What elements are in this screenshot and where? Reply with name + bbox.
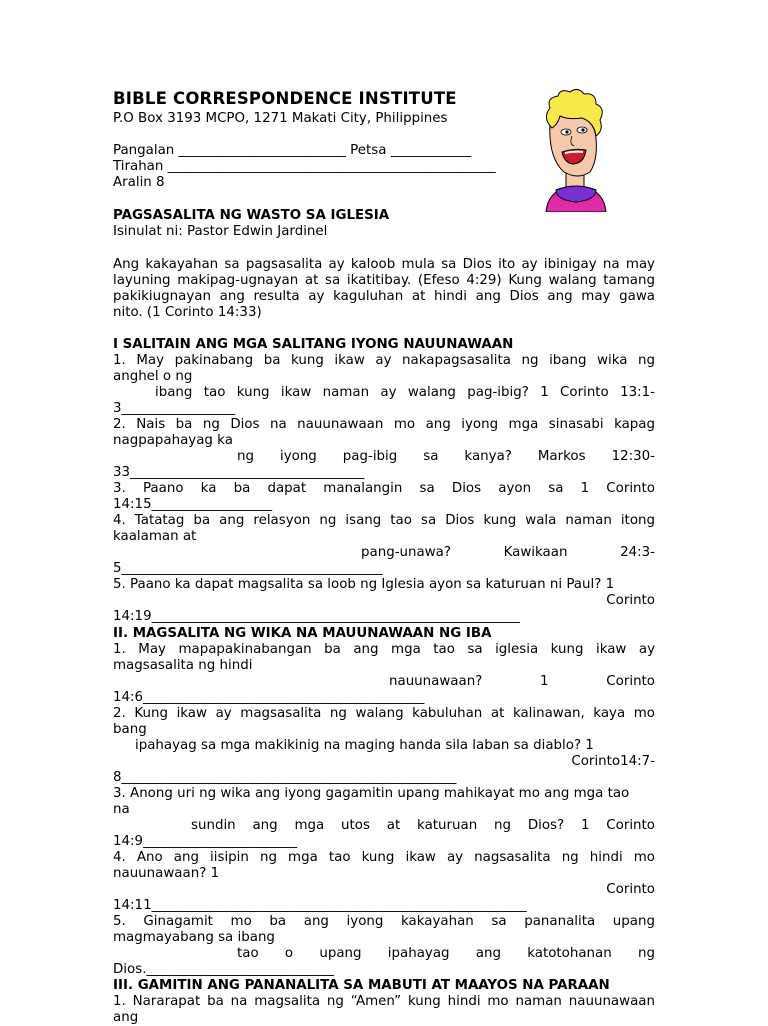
- section-1-heading: I SALITAIN ANG MGA SALITANG IYONG NAUUNAWAAN: [113, 337, 514, 352]
- question-1-4-cont2: pang-unawa? Kawikaan 24:3-: [361, 545, 655, 560]
- question-2-4-cont: nauunawaan? 1: [113, 866, 220, 881]
- address-line: Tirahan _________________________________________________: [113, 159, 496, 174]
- question-1-5: 5. Paano ka dapat magsalita sa loob ng Iglesia ayon sa katuruan ni Paul? 1: [113, 577, 615, 592]
- question-3-1: 1. Nararapat ba na magsalita ng “Amen” kung hindi mo naman nauunawaan: [113, 994, 655, 1009]
- answer-line-1-1[interactable]: 3_________________: [113, 401, 236, 416]
- woman-clipart: [538, 88, 608, 212]
- answer-line-1-5[interactable]: 14:19_______________________________________________________: [113, 609, 520, 624]
- lesson-number: Aralin 8: [113, 175, 165, 190]
- question-1-2-cont2: ng iyong pag-ibig sa kanya? Markos 12:30-: [237, 449, 655, 464]
- question-1-4-cont: kaalaman at: [113, 529, 197, 544]
- question-3-1-cont: ang: [113, 1010, 139, 1025]
- intro-line-3: pakikiugnayan ang resulta ay kaguluhan at hindi ang Dios ang may gawa: [113, 289, 655, 304]
- question-2-2-cont3: Corinto14:7-: [571, 754, 655, 769]
- question-2-3-cont2: sundin ang mga utos at katuruan ng Dios? 1 Corinto: [191, 818, 655, 833]
- question-1-5-cont: Corinto: [606, 593, 655, 608]
- question-2-3-cont: na: [113, 802, 130, 817]
- answer-line-2-2[interactable]: 8__________________________________________________: [113, 770, 457, 785]
- question-2-2-cont: bang: [113, 722, 147, 737]
- question-2-2-cont2: ipahayag sa mga makikinig na maging handa sila laban sa diablo? 1: [135, 738, 594, 753]
- question-1-1-cont2: ibang tao kung ikaw naman ay walang pag-ibig? 1 Corinto 13:1-: [155, 385, 655, 400]
- question-2-1: 1. May mapapakinabangan ba ang mga tao sa iglesia kung ikaw ay: [113, 642, 655, 657]
- answer-line-1-2[interactable]: 33___________________________________: [113, 465, 365, 480]
- lesson-title: PAGSASALITA NG WASTO SA IGLESIA: [113, 208, 390, 223]
- answer-line-1-3[interactable]: 14:15__________________: [113, 497, 273, 512]
- intro-line-1: Ang kakayahan sa pagsasalita ay kaloob mula sa Dios ito ay ibinigay na may: [113, 257, 655, 272]
- question-1-2: 2. Nais ba ng Dios na nauunawaan mo ang iyong mga sinasabi kapag: [113, 417, 655, 432]
- question-2-1-cont2: nauunawaan? 1 Corinto: [389, 674, 655, 689]
- answer-line-2-3[interactable]: 14:9_______________________: [113, 834, 298, 849]
- lesson-author: Isinulat ni: Pastor Edwin Jardinel: [113, 224, 328, 239]
- question-2-5-cont: magmayabang sa ibang: [113, 930, 275, 945]
- name-date-line: Pangalan _________________________ Petsa ____________: [113, 143, 472, 158]
- intro-line-4: nito. (1 Corinto 14:33): [113, 305, 262, 320]
- answer-line-2-4[interactable]: 14:11________________________________________________________: [113, 898, 527, 913]
- question-2-5: 5. Ginagamit mo ba ang iyong kakayahan sa pananalita upang: [113, 914, 655, 929]
- question-2-4-cont2: Corinto: [606, 882, 655, 897]
- question-1-1: 1. May pakinabang ba kung ikaw ay nakapagsasalita ng ibang wika ng: [113, 353, 655, 368]
- question-2-4: 4. Ano ang iisipin ng mga tao kung ikaw ay nagsasalita ng hindi mo: [113, 850, 655, 865]
- question-1-2-cont: nagpapahayag ka: [113, 433, 233, 448]
- question-2-3: 3. Anong uri ng wika ang iyong gagamitin upang mahikayat mo ang mga tao: [113, 786, 630, 801]
- question-1-4: 4. Tatatag ba ang relasyon ng isang tao sa Dios kung wala naman itong: [113, 513, 655, 528]
- question-2-1-cont: magsasalita ng hindi: [113, 658, 253, 673]
- question-1-1-cont: anghel o ng: [113, 369, 193, 384]
- address: P.O Box 3193 MCPO, 1271 Makati City, Philippines: [113, 111, 448, 126]
- question-2-2: 2. Kung ikaw ay magsasalita ng walang kabuluhan at kalinawan, kaya mo: [113, 706, 655, 721]
- section-2-heading: II. MAGSALITA NG WIKA NA MAUUNAWAAN NG IBA: [113, 626, 492, 641]
- intro-line-2: layuning makipag-ugnayan at sa ikatitibay. (Efeso 4:29) Kung walang tamang: [113, 273, 655, 288]
- section-3-heading: III. GAMITIN ANG PANANALITA SA MABUTI AT MAAYOS NA PARAAN: [113, 978, 610, 993]
- answer-line-1-4[interactable]: 5_______________________________________: [113, 561, 383, 576]
- document-title: BIBLE CORRESPONDENCE INSTITUTE: [113, 89, 457, 108]
- question-1-3: 3. Paano ka ba dapat manalangin sa Dios ayon sa 1 Corinto: [113, 481, 655, 496]
- answer-line-2-5[interactable]: Dios.____________________________: [113, 962, 334, 977]
- answer-line-2-1[interactable]: 14:6__________________________________________: [113, 690, 425, 705]
- question-2-5-cont2: tao o upang ipahayag ang katotohanan ng: [237, 946, 655, 961]
